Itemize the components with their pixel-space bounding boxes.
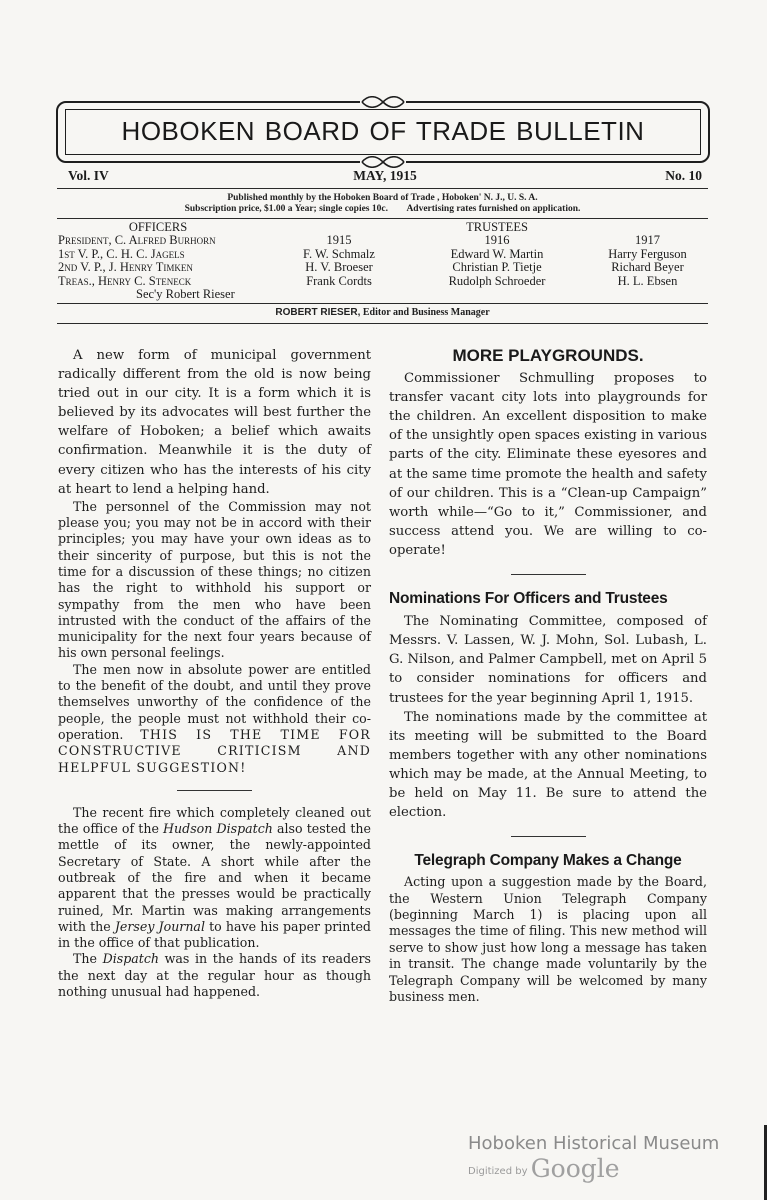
nominations-article (389, 589, 707, 822)
officer-secretary: Sec'y Robert Rieser (136, 287, 235, 302)
trustees-1916 (412, 234, 582, 288)
volume-label: Vol. IV (68, 168, 109, 183)
officer-first-vp: 1st V. P., C. H. C. Jagels (58, 246, 185, 261)
paragraph: The personnel of the Commission may not please you; you may not be in accord with their principles; you may have your own ideas as to their sincerity of purpose, but this is not the time for a discussion of these things; no citizen has the right to withhold his support or sympathy from the men who have been intrusted with the conduct of the affairs of the municipality for the next four years because of his own personal feelings. (58, 498, 371, 661)
digitized-label: Digitized by (468, 1166, 531, 1177)
officers-trustees-roster (57, 221, 708, 303)
museum-watermark: Hoboken Historical Museum (468, 1133, 720, 1154)
trustee-name: Frank Cordts (306, 273, 372, 288)
paragraph-text: The (73, 951, 103, 967)
trustee-name: Edward W. Martin (450, 246, 544, 261)
trustee-name: Harry Ferguson (608, 246, 687, 261)
trustee-year: 1917 (635, 233, 660, 248)
paragraph (58, 805, 371, 952)
paragraph: The Nominating Committee, composed of Messrs. V. Lassen, W. J. Mohn, Sol. Lubash, L. G. Nilson, and Palmer Campbell, met on April 5 to consider nominations for officers and trustees for the year beginning April 1, 1915. (389, 614, 707, 706)
paragraph-text: also tested the mettle of its owner, the newly-appointed Secretary of State. A short while after the outbreak of the fire and when it became apparent that the presses would be practically ruined, Mr. Martin was making arrangements with the (58, 821, 371, 934)
trustee-name: Rudolph Schroeder (448, 273, 546, 288)
trustee-name: Richard Beyer (611, 260, 684, 275)
trustees-1915 (279, 234, 399, 288)
paragraph (58, 951, 371, 1000)
divider (57, 303, 708, 304)
issue-line (68, 168, 702, 186)
section-divider (511, 574, 586, 575)
telegraph-article (389, 851, 707, 1005)
trustee-name: H. L. Ebsen (617, 273, 678, 288)
masthead-frame (56, 101, 710, 163)
divider (57, 218, 708, 219)
article-heading: Nominations For Officers and Trustees (389, 590, 668, 608)
issue-date: MAY, 1915 (353, 168, 417, 183)
officers-heading: OFFICERS (128, 220, 188, 234)
officer-president: President, C. Alfred Burhorn (58, 233, 216, 248)
trustee-name: H. V. Broeser (305, 260, 373, 275)
google-logo-text: Google (530, 1154, 620, 1183)
editorial-article (58, 346, 371, 776)
left-column (58, 346, 371, 1000)
trustee-name: Christian P. Tietje (452, 260, 542, 275)
editor-line (57, 307, 708, 318)
article-heading: MORE PLAYGROUNDS. (452, 346, 644, 365)
digitized-by-watermark (468, 1154, 620, 1183)
paragraph-text: The men now in absolute power are entitled to the benefit of the doubt, and until they prove themselves unworthy of the confidence of the people, the people must not withhold their co-operation. (58, 661, 371, 742)
right-column (389, 346, 707, 1006)
playgrounds-article (389, 346, 707, 560)
fire-article (58, 805, 371, 1001)
ornament-knot-icon (360, 156, 406, 168)
paragraph: The nominations made by the committee at its meeting will be submitted to the Board members together with any other nominations which may be made, at the Annual Meeting, to be held on May 11. Be sure to attend the election. (389, 709, 707, 821)
publication-info (57, 193, 708, 215)
paragraph (58, 662, 371, 776)
officer-treasurer: Treas., Henry C. Steneck (58, 273, 192, 288)
editor-name: ROBERT RIESER, (275, 307, 361, 318)
issue-number: No. 10 (665, 168, 702, 183)
section-divider (177, 790, 252, 791)
publication-info-line: Published monthly by the Hoboken Board of Trade , Hoboken' N. J., U. S. A. (227, 193, 538, 203)
publication-title: HOBOKEN BOARD OF TRADE BULLETIN (121, 116, 645, 146)
paragraph: Commissioner Schmulling proposes to transfer vacant city lots into playgrounds for the children. An excellent disposition to make of the unsightly open spaces existing in various parts of the city. Eliminate these eyesores and at the same time promote the health and safety of our children. This is a “Clean-up Campaign” worth while—“Go to it,” Commissioner, and success attend you. We are willing to co-operate! (389, 371, 707, 558)
trustee-name: F. W. Schmalz (303, 246, 375, 261)
publication-name: Dispatch (102, 951, 159, 967)
divider (57, 188, 708, 189)
paragraph-text: The recent fire which completely cleaned out the office of the (58, 804, 371, 837)
paragraph: Acting upon a suggestion made by the Board, the Western Union Telegraph Company (beginning March 1) is placing upon all messages the time of filing. This new method will serve to show just how long a message has taken in transit. The change made voluntarily by the Telegraph Company will be welcomed by many business men. (389, 874, 707, 1005)
paragraph: A new form of municipal government radically different from the old is now being tried out in our city. It is a form which it is believed by its advocates will best further the welfare of Hoboken; a belief which awaits confirmation. Meanwhile it is the duty of every citizen who has the interests of his city at heart to lend a helping hand. (58, 348, 371, 497)
emphasis-caps: THIS IS THE TIME FOR CONSTRUCTIVE CRITICISM AND HELPFUL SUGGESTION! (58, 726, 371, 775)
trustee-year: 1916 (484, 233, 510, 248)
divider (57, 323, 708, 324)
subscription-info-line: Subscription price, $1.00 a Year; single copies 10c. Advertising rates furnished on application. (184, 204, 581, 214)
ornament-knot-icon (360, 96, 406, 108)
section-divider (511, 836, 586, 837)
publication-name: Jersey Journal (114, 918, 205, 934)
paragraph-text: to have his paper printed in the office of that publication. (58, 918, 371, 951)
editor-role: Editor and Business Manager (360, 307, 490, 318)
trustees-heading: TRUSTEES (466, 220, 528, 234)
paragraph-text: was in the hands of its readers the next day at the regular hour as though nothing unusual had happened. (58, 951, 371, 1000)
article-heading: Telegraph Company Makes a Change (414, 852, 682, 870)
publication-name: Hudson Dispatch (163, 821, 273, 837)
officer-second-vp: 2nd V. P., J. Henry Timken (58, 260, 193, 275)
officers-list (58, 221, 278, 301)
trustee-year: 1915 (326, 233, 352, 248)
trustees-1917 (585, 234, 710, 288)
